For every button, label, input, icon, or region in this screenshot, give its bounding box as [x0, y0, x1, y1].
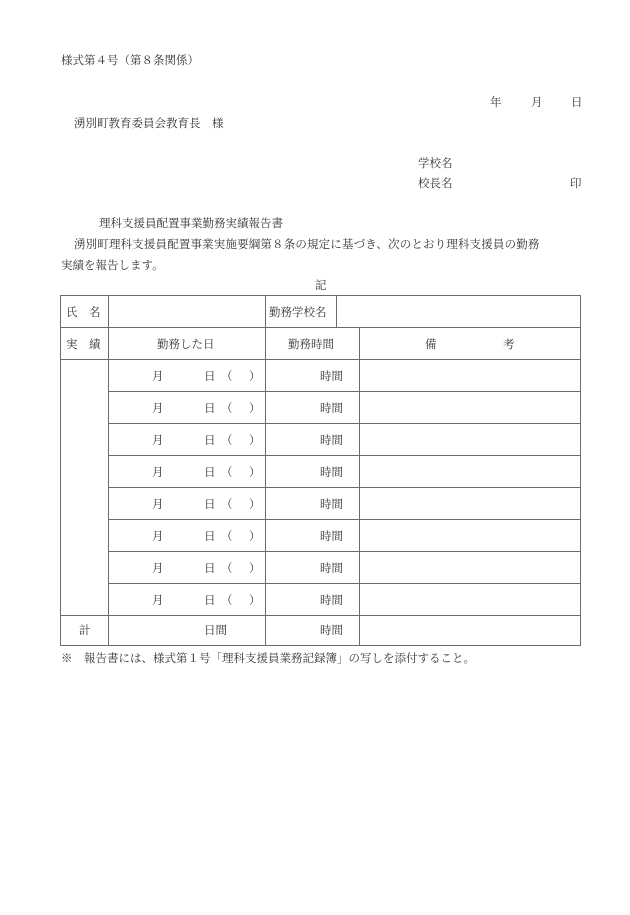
- remarks-field[interactable]: [363, 426, 577, 454]
- total-remarks-field[interactable]: [363, 618, 577, 643]
- day-label: 日: [204, 497, 216, 511]
- month-label: 月: [152, 369, 164, 383]
- remarks-field[interactable]: [363, 490, 577, 518]
- total-hours-label: 時間: [320, 623, 343, 637]
- day-label: 日: [204, 433, 216, 447]
- month-label: 月: [152, 529, 164, 543]
- record-label: 実 績: [66, 337, 101, 351]
- month-label: 月: [152, 433, 164, 447]
- weekday-open-paren: （: [221, 465, 233, 479]
- school-field[interactable]: [341, 297, 577, 326]
- hours-label: 時間: [320, 497, 343, 511]
- remarks-field[interactable]: [363, 554, 577, 582]
- day-label: 日: [204, 369, 216, 383]
- weekday-open-paren: （: [221, 593, 233, 607]
- hours-label: 時間: [320, 561, 343, 575]
- table-row: [61, 392, 580, 424]
- month-label: 月: [152, 593, 164, 607]
- weekday-close-paren: ）: [249, 433, 261, 447]
- total-label: 計: [79, 623, 91, 637]
- header-remarks-2: 考: [503, 337, 515, 351]
- table-row: [61, 488, 580, 520]
- remarks-field[interactable]: [363, 362, 577, 390]
- day-label: 日: [204, 401, 216, 415]
- work-record-table: [60, 295, 581, 646]
- footnote: ※ 報告書には、様式第１号「理科支援員業務記録簿」の写しを添付すること。: [61, 651, 475, 665]
- weekday-open-paren: （: [221, 529, 233, 543]
- day-label: 日: [204, 529, 216, 543]
- weekday-open-paren: （: [221, 433, 233, 447]
- weekday-close-paren: ）: [249, 401, 261, 415]
- addressee: 湧別町教育委員会教育長 様: [74, 116, 224, 130]
- weekday-close-paren: ）: [249, 369, 261, 383]
- principal-name-label: 校長名: [418, 176, 453, 190]
- total-row: [61, 616, 580, 645]
- school-label: 勤務学校名: [269, 305, 327, 319]
- form-number: 様式第４号（第８条関係）: [61, 53, 199, 67]
- body-text-line-2: 実績を報告します。: [61, 258, 164, 272]
- hours-label: 時間: [320, 529, 343, 543]
- weekday-open-paren: （: [221, 369, 233, 383]
- divider: [336, 296, 337, 327]
- hours-label: 時間: [320, 593, 343, 607]
- weekday-close-paren: ）: [249, 497, 261, 511]
- divider: [61, 327, 580, 328]
- hours-label: 時間: [320, 465, 343, 479]
- name-field[interactable]: [113, 297, 263, 326]
- weekday-close-paren: ）: [249, 529, 261, 543]
- total-days-label: 日間: [204, 623, 227, 637]
- hours-label: 時間: [320, 369, 343, 383]
- table-row: [61, 584, 580, 616]
- remarks-field[interactable]: [363, 394, 577, 422]
- month-label: 月: [152, 465, 164, 479]
- day-label: 日: [204, 561, 216, 575]
- date-year-label: 年: [490, 95, 502, 109]
- school-name-label: 学校名: [418, 156, 453, 170]
- day-label: 日: [204, 465, 216, 479]
- weekday-open-paren: （: [221, 401, 233, 415]
- header-work-day: 勤務した日: [157, 337, 215, 351]
- remarks-field[interactable]: [363, 586, 577, 614]
- day-label: 日: [204, 593, 216, 607]
- header-work-hours: 勤務時間: [288, 337, 334, 351]
- table-row: [61, 520, 580, 552]
- table-row: [61, 360, 580, 392]
- weekday-close-paren: ）: [249, 593, 261, 607]
- month-label: 月: [152, 401, 164, 415]
- table-row: [61, 552, 580, 584]
- remarks-field[interactable]: [363, 458, 577, 486]
- hours-label: 時間: [320, 401, 343, 415]
- seal-mark: 印: [570, 176, 582, 190]
- weekday-close-paren: ）: [249, 561, 261, 575]
- ki-heading: 記: [315, 278, 327, 292]
- header-remarks-1: 備: [425, 337, 437, 351]
- date-month-label: 月: [531, 95, 543, 109]
- table-row: [61, 456, 580, 488]
- remarks-field[interactable]: [363, 522, 577, 550]
- date-day-label: 日: [571, 95, 583, 109]
- hours-label: 時間: [320, 433, 343, 447]
- body-text-line-1: 湧別町理科支援員配置事業実施要綱第８条の規定に基づき、次のとおり理科支援員の勤務: [74, 237, 540, 251]
- weekday-close-paren: ）: [249, 465, 261, 479]
- name-label: 氏 名: [66, 305, 101, 319]
- weekday-open-paren: （: [221, 561, 233, 575]
- month-label: 月: [152, 561, 164, 575]
- weekday-open-paren: （: [221, 497, 233, 511]
- table-row: [61, 424, 580, 456]
- document-title: 理科支援員配置事業勤務実績報告書: [99, 216, 283, 230]
- month-label: 月: [152, 497, 164, 511]
